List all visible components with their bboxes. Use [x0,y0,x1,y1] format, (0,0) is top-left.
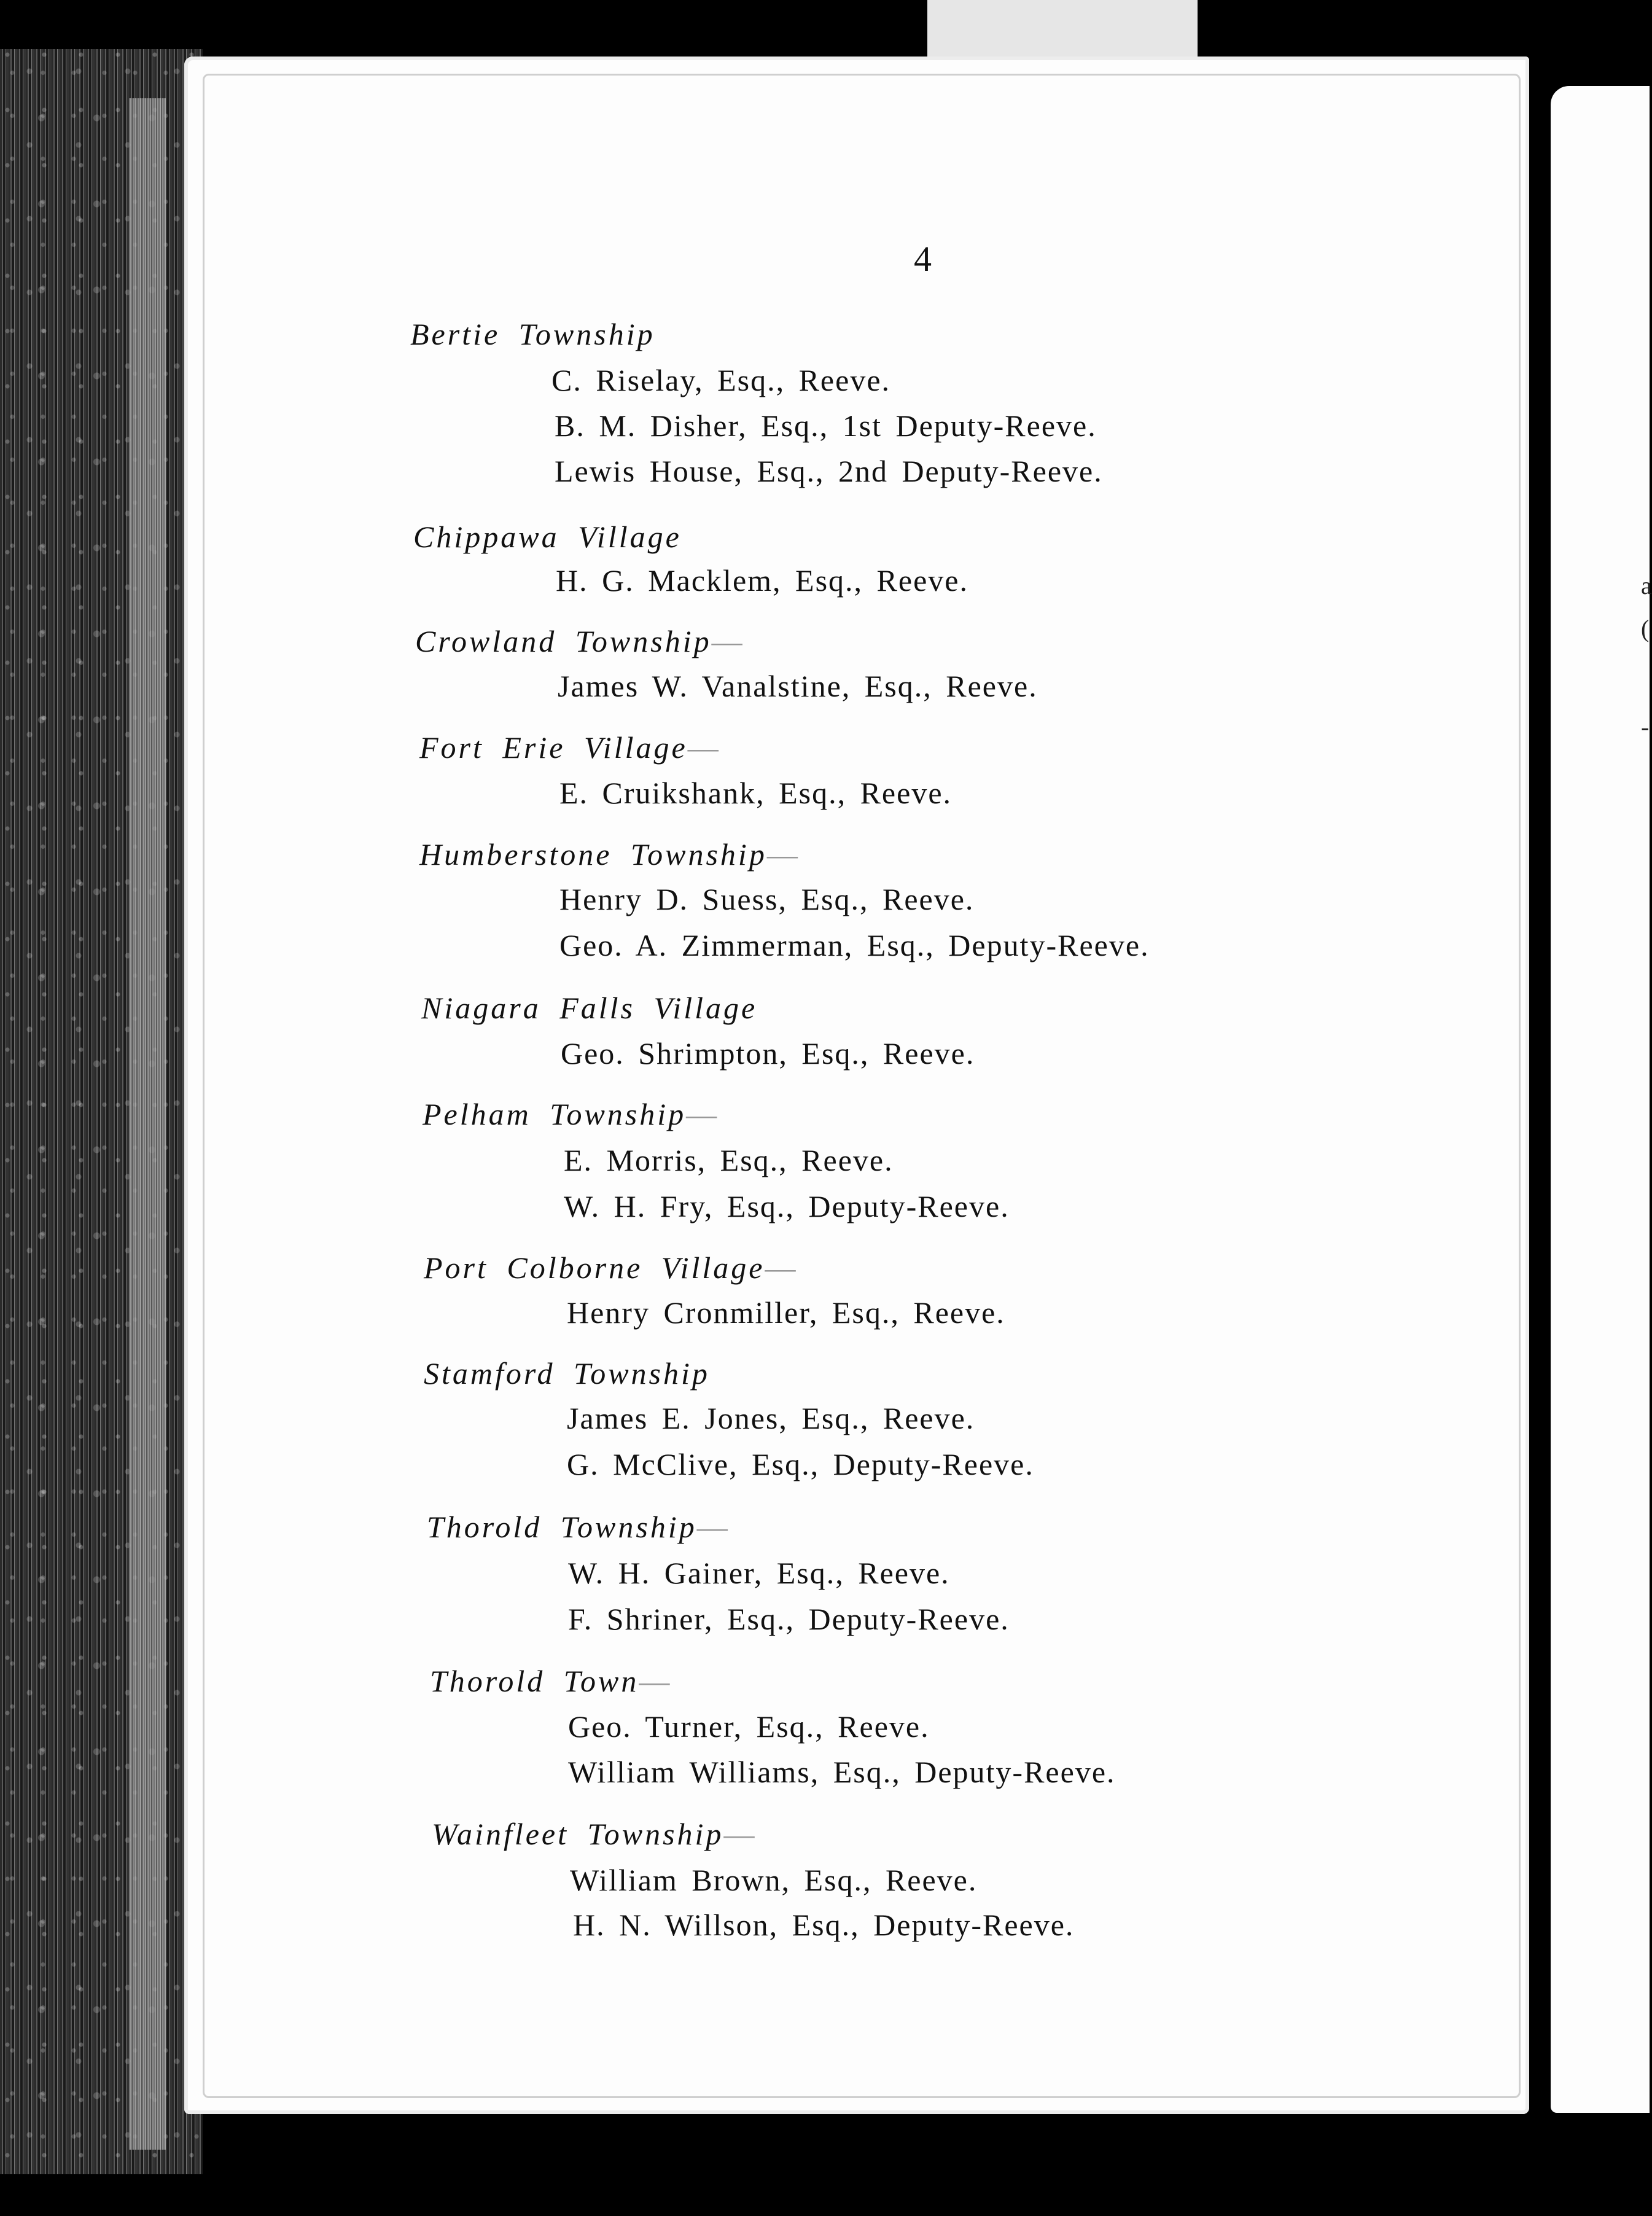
municipality-heading: Thorold Town— [430,1664,670,1698]
officer-line: H. N. Willson, Esq., Deputy-Reeve. [573,1908,1075,1942]
municipality-heading: Stamford Township [424,1356,710,1391]
municipality-heading: Fort Erie Village— [419,730,719,765]
officer-line: H. G. Macklem, Esq., Reeve. [556,563,968,598]
officer-line: F. Shriner, Esq., Deputy-Reeve. [568,1602,1010,1636]
municipality-heading: Humberstone Township— [419,837,798,872]
municipality-heading: Chippawa Village [413,520,682,554]
facing-page-glyph: - [1641,713,1650,741]
municipality-heading: Thorold Township— [427,1510,728,1544]
officer-line: Geo. Shrimpton, Esq., Reeve. [561,1036,975,1071]
municipality-heading: Crowland Township— [415,624,742,658]
officer-line: William Williams, Esq., Deputy-Reeve. [568,1755,1116,1789]
page-number: 4 [914,239,932,279]
book-page-edges [0,49,203,2174]
officer-line: G. McClive, Esq., Deputy-Reeve. [567,1447,1034,1481]
officer-line: E. Morris, Esq., Reeve. [564,1143,894,1177]
municipality-heading: Niagara Falls Village [421,991,758,1025]
officer-line: W. H. Fry, Esq., Deputy-Reeve. [564,1189,1010,1223]
officer-line: B. M. Disher, Esq., 1st Deputy-Reeve. [555,408,1097,443]
officer-line: W. H. Gainer, Esq., Reeve. [568,1556,950,1590]
officer-line: William Brown, Esq., Reeve. [570,1863,978,1897]
facing-page [1551,86,1650,2113]
officer-line: C. Riselay, Esq., Reeve. [551,363,891,397]
municipality-heading: Pelham Township— [423,1097,717,1131]
paper-scrap [927,0,1198,64]
municipality-heading: Wainfleet Township— [432,1817,755,1851]
officer-line: Geo. Turner, Esq., Reeve. [568,1709,930,1744]
officer-line: James E. Jones, Esq., Reeve. [567,1401,975,1435]
officer-line: Henry D. Suess, Esq., Reeve. [559,882,975,916]
officer-line: E. Cruikshank, Esq., Reeve. [559,776,953,810]
municipality-heading: Port Colborne Village— [424,1250,796,1285]
municipality-heading: Bertie Township [410,317,655,351]
facing-page-glyph: ( [1641,615,1650,642]
officer-line: Henry Cronmiller, Esq., Reeve. [567,1295,1005,1330]
officer-line: James W. Vanalstine, Esq., Reeve. [558,669,1038,703]
facing-page-glyph: a [1641,572,1652,599]
officer-line: Geo. A. Zimmerman, Esq., Deputy-Reeve. [559,928,1150,962]
officer-line: Lewis House, Esq., 2nd Deputy-Reeve. [555,454,1103,488]
book-page-edges-highlight [129,98,166,2150]
